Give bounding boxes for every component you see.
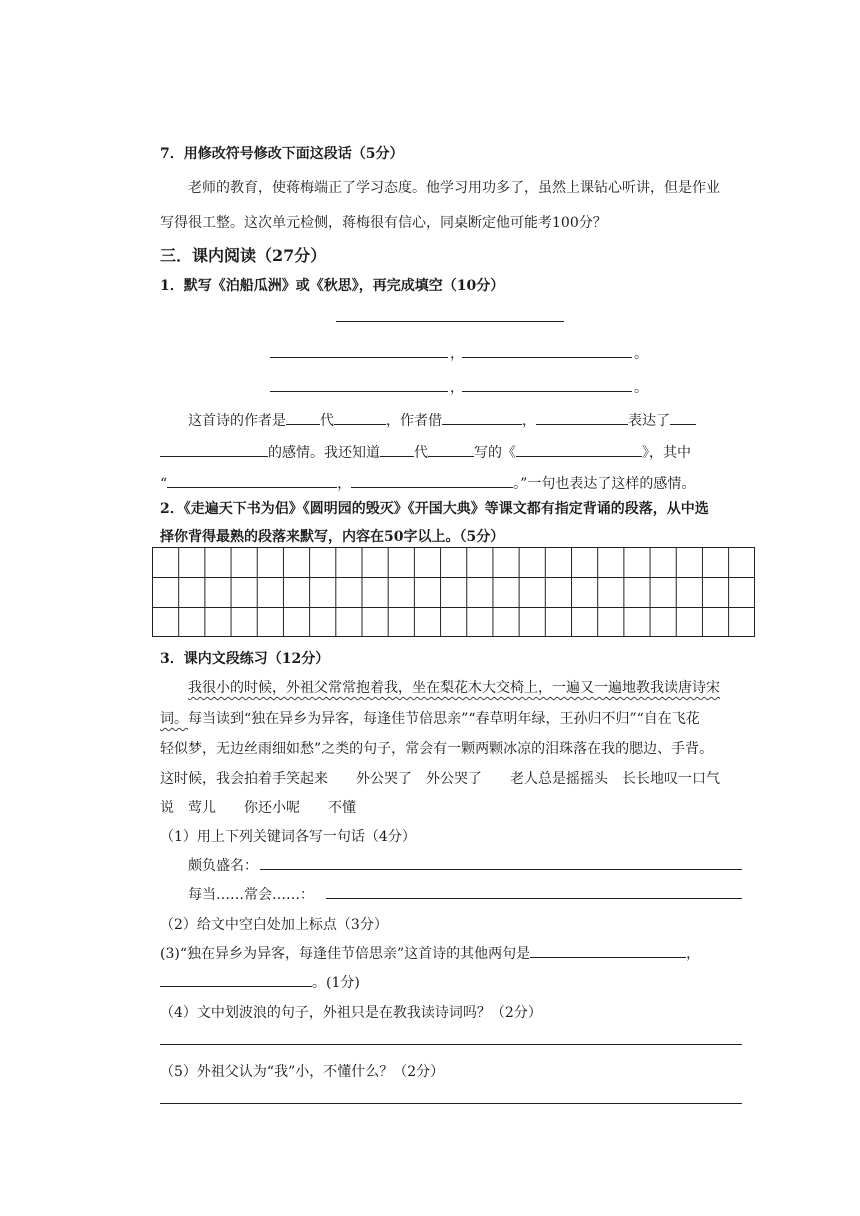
dynasty-blank[interactable] [286,423,320,425]
poem-period: 。 [634,380,648,396]
sub-q4: （4）文中划波浪的句子，外祖只是在教我读诗词吗？（2分） [160,1005,542,1021]
sub-q3-blank-b[interactable] [160,985,312,987]
feeling-blank[interactable] [670,423,696,425]
sub-q3-line1 [160,943,700,963]
sub-q3-comma: ， [686,946,701,962]
poem-line2-blank-b[interactable] [462,391,632,392]
sub-q2: （2）给文中空白处加上标点（3分） [160,917,388,933]
fill-text: 。”一句也表达了这样的感情。 [513,476,696,492]
verse-blank-a[interactable] [167,486,337,488]
verse-blank-b[interactable] [351,486,513,488]
author-blank-2[interactable] [428,455,474,457]
sub-q4-answer[interactable] [160,1044,742,1045]
dynasty-blank-2[interactable] [380,455,414,457]
passage-line4: 这时候，我会拍着手笑起来 外公哭了 外公哭了 老人总是摇摇头 长长地叹一口气 [160,771,720,787]
sub-q3-score: 。(1分) [312,975,360,991]
feeling-blank-2[interactable] [160,455,268,457]
fill-text: 的感情。我还知道 [268,445,380,461]
fill-text: 》，其中 [642,445,691,461]
q2-title-line2: 择你背得最熟的段落来默写，内容在50字以上。（5分） [160,529,505,545]
fill-text: ， [337,476,352,492]
passage-line2 [160,708,700,728]
object-blank-2[interactable] [536,423,628,425]
fill-text: 代 [320,413,334,429]
sub-q5-answer[interactable] [160,1103,742,1104]
passage-line3: 轻似梦，无边丝雨细如愁”之类的句子，常会有一颗两颗冰凉的泪珠落在我的腮边、手背。 [160,741,714,757]
object-blank[interactable] [442,423,522,425]
q1-title: 1．默写《泊船瓜洲》或《秋思》，再完成填空（10分） [160,278,505,294]
sub-q1: （1）用上下列关键词各写一句话（4分） [160,829,416,845]
fill-text: 代 [414,445,428,461]
sub-q5: （5）外祖父认为“我”小，不懂什么？（2分） [160,1064,445,1080]
sub-q1-label-a: 颇负盛名： [188,858,258,874]
fill-text: 表达了 [628,413,670,429]
poem-comma: ， [450,346,464,362]
q1-fill-line1 [188,410,696,430]
sub-q1-label-b: 每当……常会……： [188,887,314,903]
poem-title-blank[interactable] [336,321,564,322]
q1-fill-line3 [160,473,695,493]
fill-text: 写的《 [474,445,516,461]
poem-line1-blank-b[interactable] [462,357,632,358]
author-blank[interactable] [334,423,386,425]
sub-q3-line2 [160,972,360,992]
poem-period: 。 [634,346,648,362]
fill-text: “ [160,476,168,492]
poem-line1-blank-a[interactable] [270,357,448,358]
poem-comma: ， [450,380,464,396]
q7-text-line2: 写得很工整。这次单元检侧，蒋梅很有信心，同桌断定他可能考100分？ [160,215,607,231]
sub-q1-answer-a[interactable] [260,869,742,870]
q7-title: 7．用修改符号修改下面这段话（5分） [160,146,404,162]
fill-text: ，作者借 [386,413,442,429]
q2-title-line1: 2．《走遍天下书为侣》《圆明园的毁灭》《开国大典》等课文都有指定背诵的段落，从中选 [160,501,709,517]
passage-line5: 说 莺儿 你还小呢 不懂 [160,800,356,816]
q3-title: 3．课内文段练习（12分） [160,651,330,667]
wavy-text: 词。 [160,711,188,727]
writing-grid[interactable] [152,547,755,637]
q7-text-line1: 老师的教育，使蒋梅端正了学习态度。他学习用功多了，虽然上课钻心听讲，但是作业 [188,180,720,196]
sub-q1-answer-b[interactable] [326,898,742,899]
sub-q3-text: (3)“独在异乡为异客，每逢佳节倍思亲”这首诗的其他两句是 [160,946,531,962]
passage-text: 每当读到“独在异乡为异客，每逢佳节倍思亲”“春草明年绿，王孙归不归”“自在飞花 [188,711,700,727]
poem-name-blank[interactable] [516,455,642,457]
section3-title: 三．课内阅读（27分） [160,246,327,265]
sub-q3-blank-a[interactable] [530,956,686,958]
fill-text: 这首诗的作者是 [188,413,286,429]
fill-text: ， [522,413,536,429]
q1-fill-line2 [160,442,691,462]
poem-line2-blank-a[interactable] [270,391,448,392]
passage-line1: 我很小的时候，外祖父常常抱着我，坐在梨花木大交椅上，一遍又一遍地教我读唐诗宋 [188,680,720,696]
